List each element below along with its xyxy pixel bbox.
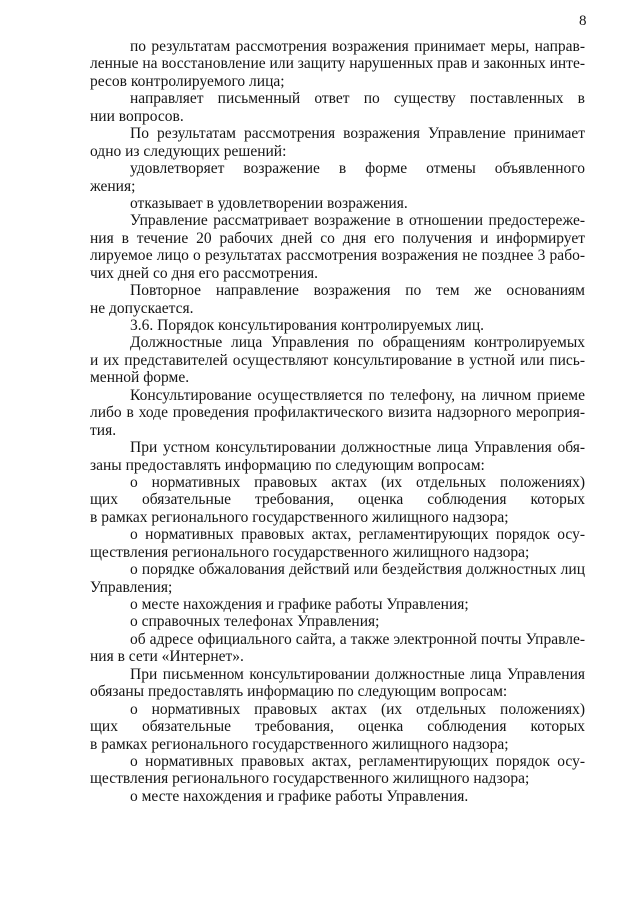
document-body bbox=[90, 38, 585, 805]
paragraph bbox=[90, 90, 585, 125]
text-line: о нормативных правовых актах (их отдельных положениях) bbox=[130, 700, 585, 718]
paragraph bbox=[90, 631, 585, 666]
text-line: о нормативных правовых актах (их отдельных положениях) bbox=[130, 473, 585, 491]
text-line: о справочных телефонах Управления; bbox=[130, 613, 380, 631]
paragraph bbox=[90, 125, 585, 160]
text-line: в рамках регионального государственного жилищного надзора; bbox=[90, 508, 509, 526]
text-line: одно из следующих решений: bbox=[90, 142, 287, 160]
text-line: 3.6. Порядок консультирования контролируемых лиц. bbox=[130, 317, 484, 334]
text-line: не допускается. bbox=[90, 299, 194, 317]
paragraph bbox=[90, 596, 585, 613]
paragraph bbox=[90, 561, 585, 596]
page-number: 8 bbox=[579, 13, 587, 29]
text-line: ния в течение 20 рабочих дней со дня его получения и информирует bbox=[90, 229, 585, 247]
text-line: в рамках регионального государственного жилищного надзора; bbox=[90, 735, 509, 753]
text-line: о месте нахождения и графике работы Управления; bbox=[130, 596, 469, 613]
text-line: При письменном консультировании должностные лица Управления bbox=[130, 665, 585, 683]
text-line: Управление рассматривает возражение в отношении предостереже- bbox=[130, 212, 585, 230]
paragraph bbox=[90, 526, 585, 561]
paragraph bbox=[90, 613, 585, 630]
text-line: нии вопросов. bbox=[90, 107, 184, 125]
text-line: направляет письменный ответ по существу поставленных в bbox=[130, 90, 585, 108]
text-line: ществления регионального государственного жилищного надзора; bbox=[90, 770, 530, 788]
text-line: щих обязательные требования, оценка соблюдения которых bbox=[90, 718, 585, 736]
paragraph bbox=[90, 212, 585, 282]
text-line: щих обязательные требования, оценка соблюдения которых bbox=[90, 491, 585, 509]
text-line: Консультирование осуществляется по телефону, на личном приеме bbox=[130, 386, 585, 404]
text-line: ния в сети «Интернет». bbox=[90, 648, 244, 666]
text-line: о нормативных правовых актах, регламентирующих порядок осу- bbox=[130, 752, 585, 770]
paragraph bbox=[90, 317, 585, 334]
text-line: ленные на восстановление или защиту нарушенных прав и законных инте- bbox=[90, 55, 585, 73]
paragraph bbox=[90, 160, 585, 195]
text-line: и их представителей осуществляют консультирование в устной или пись- bbox=[90, 351, 585, 369]
text-line: При устном консультировании должностные лица Управления обя- bbox=[130, 439, 585, 457]
text-line: по результатам рассмотрения возражения принимает меры, направ- bbox=[130, 38, 585, 55]
text-line: либо в ходе проведения профилактического визита надзорного мероприя- bbox=[90, 404, 585, 422]
paragraph bbox=[90, 666, 585, 701]
paragraph bbox=[90, 701, 585, 753]
text-line: обязаны предоставлять информацию по следующим вопросам: bbox=[90, 683, 508, 701]
paragraph bbox=[90, 474, 585, 526]
text-line: о нормативных правовых актах, регламентирующих порядок осу- bbox=[130, 526, 585, 544]
text-line: лируемое лицо о результатах рассмотрения возражения не позднее 3 рабо- bbox=[90, 247, 585, 265]
text-line: о месте нахождения и графике работы Управления. bbox=[130, 787, 469, 805]
paragraph bbox=[90, 282, 585, 317]
text-line: По результатам рассмотрения возражения Управление принимает bbox=[130, 125, 585, 143]
paragraph bbox=[90, 334, 585, 386]
text-line: чих дней со дня его рассмотрения. bbox=[90, 264, 319, 282]
paragraph bbox=[90, 788, 585, 805]
paragraph bbox=[90, 38, 585, 90]
paragraph bbox=[90, 753, 585, 788]
text-line: жения; bbox=[90, 177, 136, 195]
text-line: удовлетворяет возражение в форме отмены объявленного bbox=[130, 160, 585, 178]
paragraph bbox=[90, 387, 585, 439]
text-line: менной форме. bbox=[90, 369, 190, 387]
text-line: отказывает в удовлетворении возражения. bbox=[130, 194, 408, 212]
text-line: тия. bbox=[90, 421, 117, 439]
paragraph bbox=[90, 195, 585, 212]
text-line: Управления; bbox=[90, 578, 173, 596]
text-line: о порядке обжалования действий или бездействия должностных лиц bbox=[130, 561, 585, 579]
text-line: Повторное направление возражения по тем же основаниям bbox=[130, 282, 585, 300]
text-line: заны предоставлять информацию по следующим вопросам: bbox=[90, 456, 485, 474]
text-line: ресов контролируемого лица; bbox=[90, 72, 285, 90]
text-line: ществления регионального государственного жилищного надзора; bbox=[90, 543, 530, 561]
text-line: Должностные лица Управления по обращениям контролируемых bbox=[130, 334, 585, 352]
paragraph bbox=[90, 439, 585, 474]
text-line: об адресе официального сайта, а также электронной почты Управле- bbox=[130, 630, 585, 648]
